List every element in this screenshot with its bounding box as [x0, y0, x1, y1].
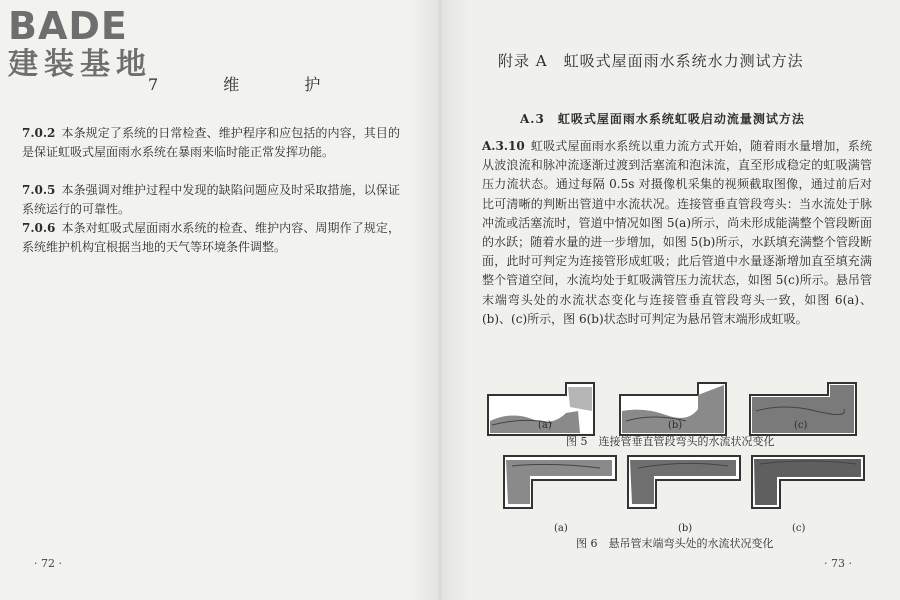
figure-6c-label: (c): [792, 523, 806, 534]
paragraph-number: 7.0.6: [22, 221, 56, 235]
paragraph-text: 虹吸式屋面雨水系统以重力流方式开始，随着雨水量增加，系统从波浪流和脉冲流逐渐过渡到活塞流和泡沫流，直至形成稳定的虹吸满管压力流状态。通过每隔 0.5s 对摄像机采集的视频截取图像，通过前后对比可清晰的判断出管道中水流状况。连接管垂直管段弯头：当水流处于脉冲流或活塞流时，管道中情况如图 5(a)所示，尚未形成能满整个管段断面的水跃；随着水量的进一步增加，如图 5(b)所示，水跃填充满整个管段断面，此时可判定为连接管形成虹吸；此后管道中水量逐渐增加直至填充满整个管道空间，水流均处于虹吸满管压力流状态，如图 5(c)所示。悬吊管末端弯头处的水流状态变化与连接管垂直管段弯头一致，如图 6(a)、(b)、(c)所示，图 6(b)状态时可判定为悬吊管末端形成虹吸。: [482, 139, 872, 326]
left-page: [0, 0, 440, 600]
section-title: A.3 虹吸式屋面雨水系统虹吸启动流量测试方法: [520, 112, 805, 126]
figure-5a-label: (a): [538, 420, 552, 431]
paragraph-text: 本条强调对维护过程中发现的缺陷问题应及时采取措施，以保证系统运行的可靠性。: [22, 183, 400, 216]
paragraph-7-0-5: [22, 181, 400, 219]
figure-5b-label: (b): [668, 420, 683, 431]
figure-5: [482, 381, 880, 441]
figure-6a-label: (a): [554, 523, 568, 534]
book-gutter: [410, 0, 470, 600]
paragraph-number: 7.0.2: [22, 126, 56, 140]
figure-6a-image: [500, 454, 620, 510]
paragraph-a-3-10: [482, 137, 872, 329]
paragraph-text: 本条规定了系统的日常检查、维护程序和应包括的内容，其目的是保证虹吸式屋面雨水系统在暴雨来临时能正常发挥功能。: [22, 126, 400, 159]
figure-6c-image: [748, 454, 868, 510]
section-heading: 7 维 护: [148, 75, 351, 94]
paragraph-7-0-6: [22, 219, 400, 257]
watermark-subtitle: 建装基地: [8, 47, 152, 82]
page-number-right: · 73 ·: [824, 557, 852, 570]
paragraph-7-0-2: [22, 124, 400, 162]
paragraph-number: 7.0.5: [22, 183, 56, 197]
figure-6: [482, 454, 880, 514]
watermark-brand: BADE: [8, 4, 128, 48]
figure-6b-image: [624, 454, 744, 510]
page-number-left: · 72 ·: [34, 557, 62, 570]
figure-6-caption: 图 6 悬吊管末端弯头处的水流状况变化: [576, 537, 774, 550]
figure-5c-label: (c): [794, 420, 808, 431]
right-page: [440, 0, 900, 600]
figure-5-caption: 图 5 连接管垂直管段弯头的水流状况变化: [566, 435, 775, 448]
appendix-title: 附录 A 虹吸式屋面雨水系统水力测试方法: [498, 52, 804, 70]
paragraph-number: A.3.10: [482, 139, 525, 153]
figure-6b-label: (b): [678, 523, 693, 534]
paragraph-text: 本条对虹吸式屋面雨水系统的检查、维护内容、周期作了规定，系统维护机构宜根据当地的天气等环境条件调整。: [22, 221, 400, 254]
watermark-logo: [8, 6, 152, 82]
